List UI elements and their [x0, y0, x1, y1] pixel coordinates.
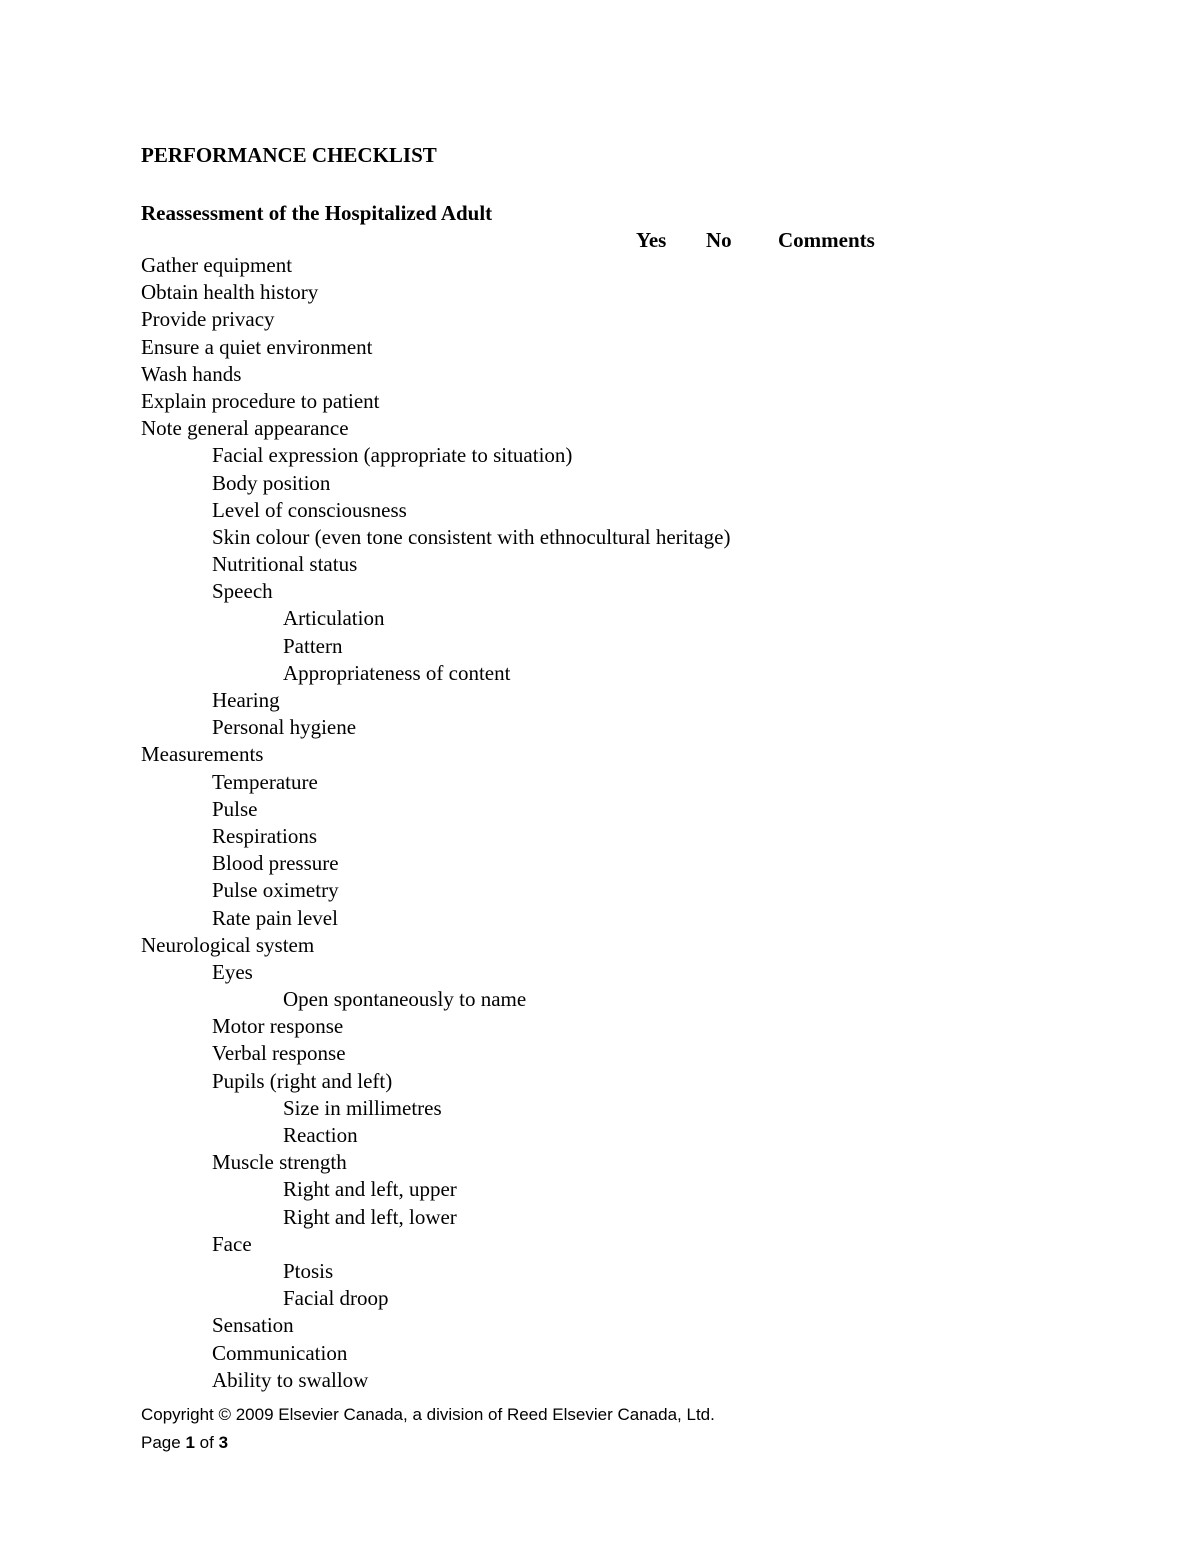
checklist-item: Size in millimetres [283, 1095, 442, 1120]
checklist-item: Eyes [212, 959, 253, 984]
checklist-item: Level of consciousness [212, 497, 407, 522]
column-header-comments: Comments [778, 228, 875, 252]
checklist-item: Facial expression (appropriate to situation) [212, 443, 573, 468]
checklist-item: Right and left, lower [283, 1204, 457, 1229]
checklist-item: Obtain health history [141, 280, 319, 305]
checklist-item: Sensation [212, 1313, 294, 1338]
checklist [141, 252, 730, 1394]
checklist-item: Speech [212, 579, 273, 604]
checklist-item: Gather equipment [141, 253, 293, 277]
column-header-no: No [706, 228, 732, 252]
checklist-item: Ability to swallow [212, 1367, 369, 1392]
column-header-yes: Yes [636, 228, 667, 252]
document-subtitle: Reassessment of the Hospitalized Adult [141, 201, 493, 225]
page-of: of [199, 1433, 214, 1452]
document-title: PERFORMANCE CHECKLIST [141, 143, 437, 167]
checklist-item: Hearing [212, 688, 280, 712]
checklist-item: Articulation [283, 606, 385, 631]
checklist-item: Right and left, upper [283, 1177, 457, 1202]
checklist-item: Note general appearance [141, 416, 349, 441]
checklist-item: Personal hygiene [212, 715, 357, 740]
footer-copyright: Copyright © 2009 Elsevier Canada, a division of Reed Elsevier Canada, Ltd. [141, 1405, 715, 1424]
checklist-item: Body position [212, 470, 331, 495]
checklist-item: Verbal response [212, 1041, 346, 1066]
checklist-item: Pulse [212, 796, 258, 821]
checklist-item: Provide privacy [141, 307, 275, 332]
checklist-item: Temperature [212, 769, 318, 794]
checklist-item: Open spontaneously to name [283, 987, 527, 1012]
checklist-item: Measurements [141, 742, 264, 767]
page-total: 3 [218, 1433, 229, 1452]
checklist-item: Ensure a quiet environment [141, 334, 373, 359]
page-prefix: Page [141, 1433, 181, 1452]
checklist-item: Pupils (right and left) [212, 1068, 393, 1093]
checklist-item: Blood pressure [212, 851, 339, 876]
checklist-item: Nutritional status [212, 552, 358, 577]
checklist-item: Wash hands [141, 361, 242, 386]
checklist-item: Explain procedure to patient [141, 388, 380, 413]
footer-page-number [141, 1431, 228, 1455]
checklist-item: Facial droop [283, 1286, 389, 1311]
checklist-item: Motor response [212, 1014, 344, 1039]
checklist-item: Respirations [212, 823, 317, 848]
checklist-item: Communication [212, 1340, 348, 1365]
checklist-item: Rate pain level [212, 905, 338, 930]
checklist-item: Neurological system [141, 932, 315, 957]
checklist-item: Face [212, 1231, 252, 1256]
page-current: 1 [185, 1433, 195, 1452]
checklist-item: Skin colour (even tone consistent with ethnocultural heritage) [212, 524, 731, 549]
checklist-item: Pulse oximetry [212, 878, 339, 903]
checklist-item: Appropriateness of content [283, 660, 511, 685]
checklist-item: Ptosis [283, 1258, 334, 1283]
checklist-item: Pattern [283, 633, 343, 658]
checklist-item: Reaction [283, 1123, 358, 1147]
checklist-item: Muscle strength [212, 1150, 347, 1175]
